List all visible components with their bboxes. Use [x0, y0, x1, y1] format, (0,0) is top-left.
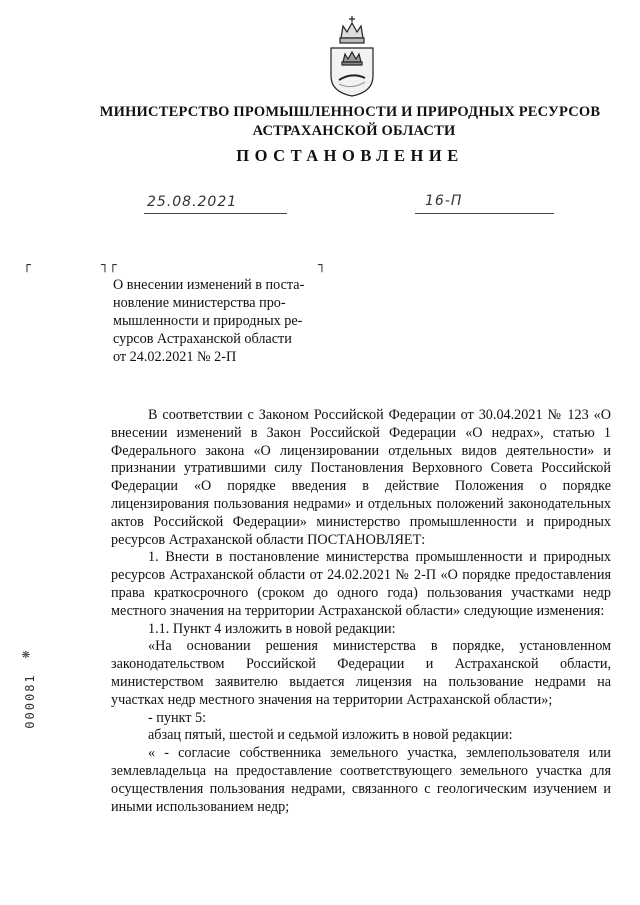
left-corner-mark: ┌: [23, 258, 31, 273]
coat-of-arms-emblem: [327, 14, 377, 98]
document-body: [111, 407, 611, 816]
body-paragraph-quote: «На основании решения министерства в порядке, установленном законодательством Российской Федерации и Астраханской области, министерством заявителю выдается лицензия на пользование недрами на участках недр местного значения на территории Астраханской области»;: [111, 638, 611, 708]
document-number: 16-П: [425, 193, 463, 209]
number-underline: [415, 213, 554, 214]
body-paragraph-item-1-1: 1.1. Пункт 4 изложить в новой редакции:: [148, 620, 396, 637]
body-paragraph-consent: « - согласие собственника земельного участка, землепользователя или землевладельца на предоставление соответствующего земельного участка для осуществления пользования недрами, связанного с геологическим изучением и иными использованием недр;: [111, 745, 611, 815]
side-stamp: [16, 646, 42, 729]
document-date: 25.08.2021: [147, 194, 238, 210]
document-type-title: ПОСТАНОВЛЕНИЕ: [236, 146, 464, 165]
body-paragraph-point-5: - пункт 5:: [148, 709, 207, 726]
ministry-name-line1: МИНИСТЕРСТВО ПРОМЫШЛЕННОСТИ И ПРИРОДНЫХ РЕСУРСОВ: [99, 104, 601, 120]
body-paragraph-abzac: абзац пятый, шестой и седьмой изложить в новой редакции:: [148, 727, 513, 744]
subject-line: от 24.02.2021 № 2-П: [113, 349, 237, 365]
document-subject: [113, 276, 318, 366]
date-underline: [144, 213, 287, 214]
subject-open-bracket: ┐┌: [101, 258, 117, 273]
subject-line: новление министерства про-: [113, 295, 286, 311]
subject-line: сурсов Астраханской области: [113, 331, 292, 347]
body-paragraph-item-1: 1. Внести в постановление министерства промышленности и природных ресурсов Астраханской области от 24.02.2021 № 2-П «О порядке предоставления права краткосрочного (сроком до одного года) пользования участками недр местного значения на территории Астраханской области» следующие изменения:: [111, 549, 611, 619]
ministry-name-line2: АСТРАХАНСКОЙ ОБЛАСТИ: [252, 123, 456, 139]
body-paragraph-preamble: В соответствии с Законом Российской Федерации от 30.04.2021 № 123 «О внесении изменений в Закон Российской Федерации «О недрах», статью 1 Федерального закона «О лицензировании отдельных видов деятельности» и признании утратившими силу Постановления Верховного Совета Российской Федерации «О порядке введения в действие Положения о порядке лицензирования пользования недрами» и отдельных положений законодательных актов Российской Федерации» министерство промышленности и природных ресурсов Астраханской области ПОСТАНОВЛЯЕТ:: [111, 407, 611, 548]
snowflake-icon: ❋: [21, 646, 31, 662]
subject-line: О внесении изменений в поста-: [113, 277, 305, 293]
subject-close-bracket: ┐: [318, 258, 326, 273]
registration-code: 000081: [23, 673, 37, 729]
subject-line: мышленности и природных ре-: [113, 313, 303, 329]
